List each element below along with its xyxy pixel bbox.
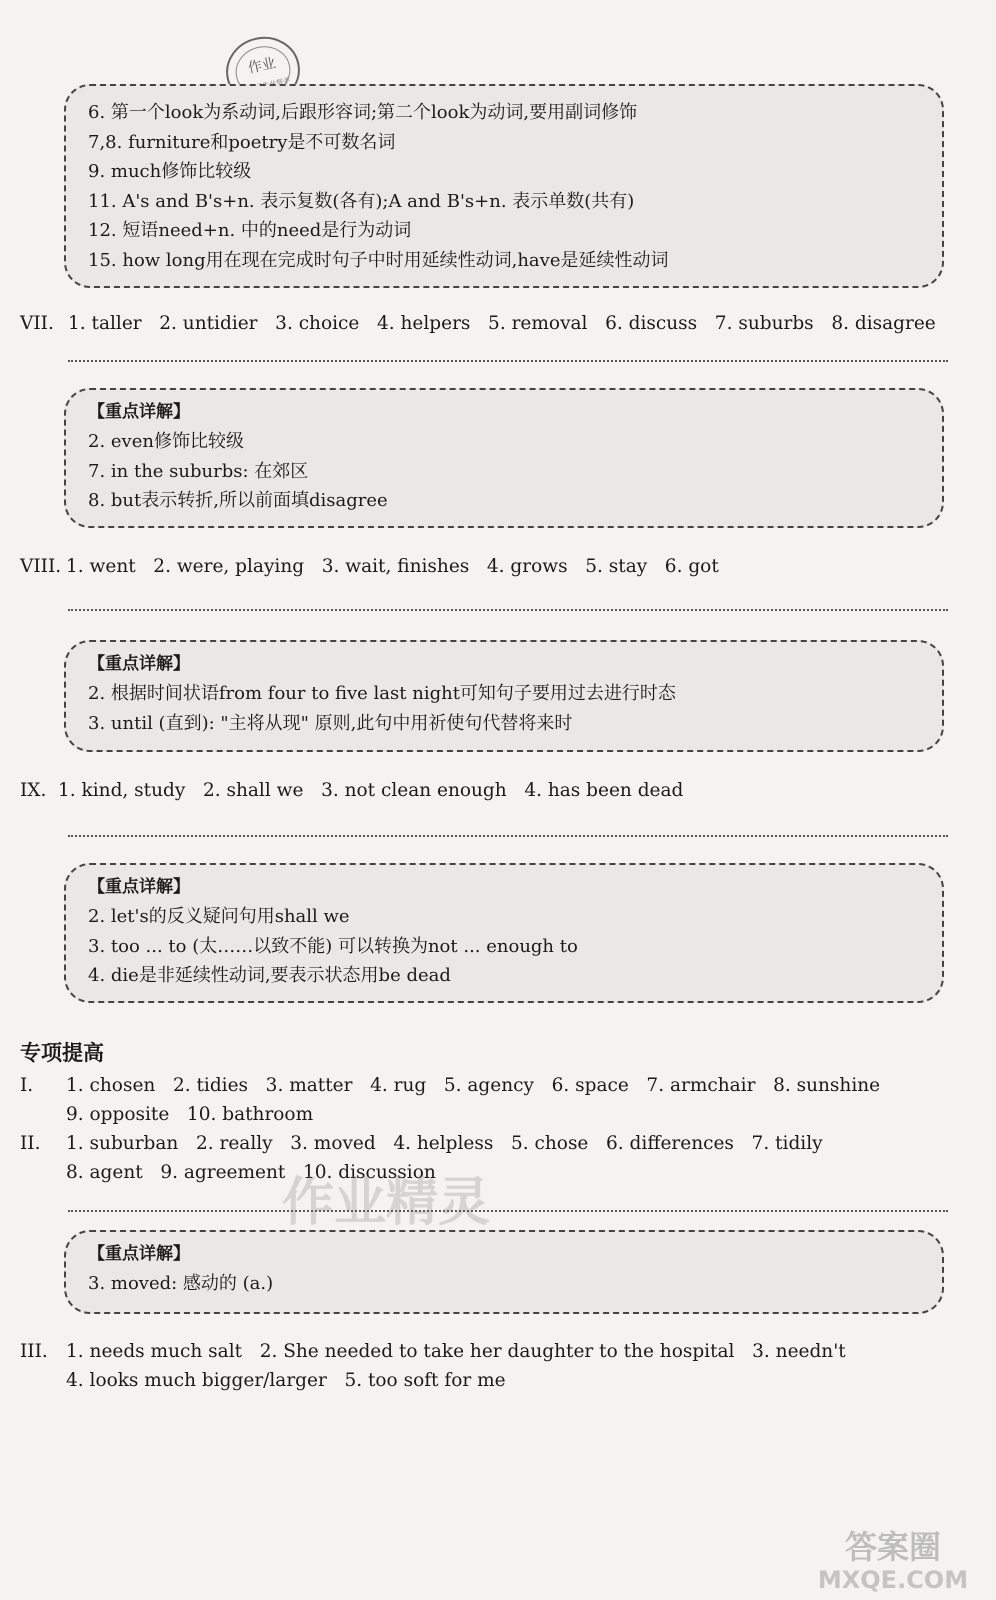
notes-box-1	[64, 84, 944, 288]
site-logo-icon	[798, 1524, 988, 1594]
note-line: 7,8. furniture和poetry是不可数名词	[88, 131, 396, 153]
answer-row-s3	[20, 1337, 846, 1366]
notes-box-3	[64, 640, 944, 752]
notes-box-2	[64, 388, 944, 528]
notes-box-4	[64, 863, 944, 1003]
stamp-top-text: 作业	[246, 55, 278, 77]
answer-text: 1. needs much salt 2. She needed to take her daughter to the hospital 3. needn't	[66, 1341, 846, 1362]
answer-row-viii	[20, 552, 719, 581]
answer-row-s1-cont	[66, 1100, 313, 1129]
answer-label: VII.	[20, 313, 54, 334]
answer-label: IX.	[20, 780, 47, 801]
answer-text: 4. looks much bigger/larger 5. too soft for me	[66, 1370, 506, 1391]
answer-text: 1. went 2. were, playing 3. wait, finishes 4. grows 5. stay 6. got	[66, 556, 719, 577]
note-line: 15. how long用在现在完成时句子中时用延续性动词,have是延续性动词	[88, 249, 669, 271]
logo-en-text: MXQE.COM	[817, 1566, 969, 1594]
answer-row-s2	[20, 1129, 823, 1158]
answer-label: I.	[20, 1075, 34, 1096]
answer-text: 9. opposite 10. bathroom	[66, 1104, 314, 1125]
note-line: 8. but表示转折,所以前面填disagree	[88, 490, 388, 511]
note-line: 7. in the suburbs: 在郊区	[88, 460, 309, 482]
answer-text: 1. taller 2. untidier 3. choice 4. helpers 5. removal 6. discuss 7. suburbs 8. disagree	[68, 313, 936, 334]
note-line: 2. 根据时间状语from four to five last night可知句子要用过去进行时态	[88, 683, 676, 704]
note-line: 9. much修饰比较级	[88, 161, 252, 182]
answer-label: VIII.	[20, 556, 62, 577]
answer-label: II.	[20, 1133, 41, 1154]
note-line: 6. 第一个look为系动词,后跟形容词;第二个look为动词,要用副词修饰	[88, 102, 638, 123]
note-line: 2. let's的反义疑问句用shall we	[88, 906, 350, 927]
answer-label: III.	[20, 1341, 48, 1362]
watermark: 作业精灵	[282, 1173, 491, 1233]
answer-text: 1. kind, study 2. shall we 3. not clean enough 4. has been dead	[58, 780, 684, 801]
answer-row-s3-cont	[66, 1366, 506, 1395]
note-line: 4. die是非延续性动词,要表示状态用be dead	[88, 965, 451, 986]
notes-box-5	[64, 1230, 944, 1314]
answer-row-ix	[20, 776, 683, 805]
note-line: 3. until (直到): "主将从现" 原则,此句中用祈使句代替将来时	[88, 712, 573, 734]
answer-row-vii	[20, 309, 936, 338]
notes-heading: 【重点详解】	[88, 1244, 190, 1264]
answer-text: 1. suburban 2. really 3. moved 4. helpless 5. chose 6. differences 7. tidily	[66, 1133, 823, 1154]
answer-text: 8. agent 9. agreement 10. discussion	[66, 1162, 436, 1183]
note-line: 3. too ... to (太……以致不能) 可以转换为not ... enough to	[88, 935, 578, 957]
note-line: 12. 短语need+n. 中的need是行为动词	[88, 220, 412, 241]
notes-heading: 【重点详解】	[88, 654, 190, 674]
note-line: 2. even修饰比较级	[88, 431, 244, 452]
answer-text: 1. chosen 2. tidies 3. matter 4. rug 5. agency 6. space 7. armchair 8. sunshine	[66, 1075, 881, 1096]
notes-heading: 【重点详解】	[88, 877, 190, 897]
note-line: 3. moved: 感动的 (a.)	[88, 1273, 274, 1294]
section-title: 专项提高	[20, 1041, 104, 1065]
divider	[68, 1210, 948, 1212]
divider	[68, 835, 948, 837]
logo-cn-text: 答案圈	[844, 1528, 942, 1566]
note-line: 11. A's and B's+n. 表示复数(各有);A and B's+n. 表示单数(共有)	[88, 190, 635, 212]
answer-row-s1	[20, 1071, 880, 1100]
divider	[68, 609, 948, 611]
divider	[68, 360, 948, 362]
notes-heading: 【重点详解】	[88, 402, 190, 422]
